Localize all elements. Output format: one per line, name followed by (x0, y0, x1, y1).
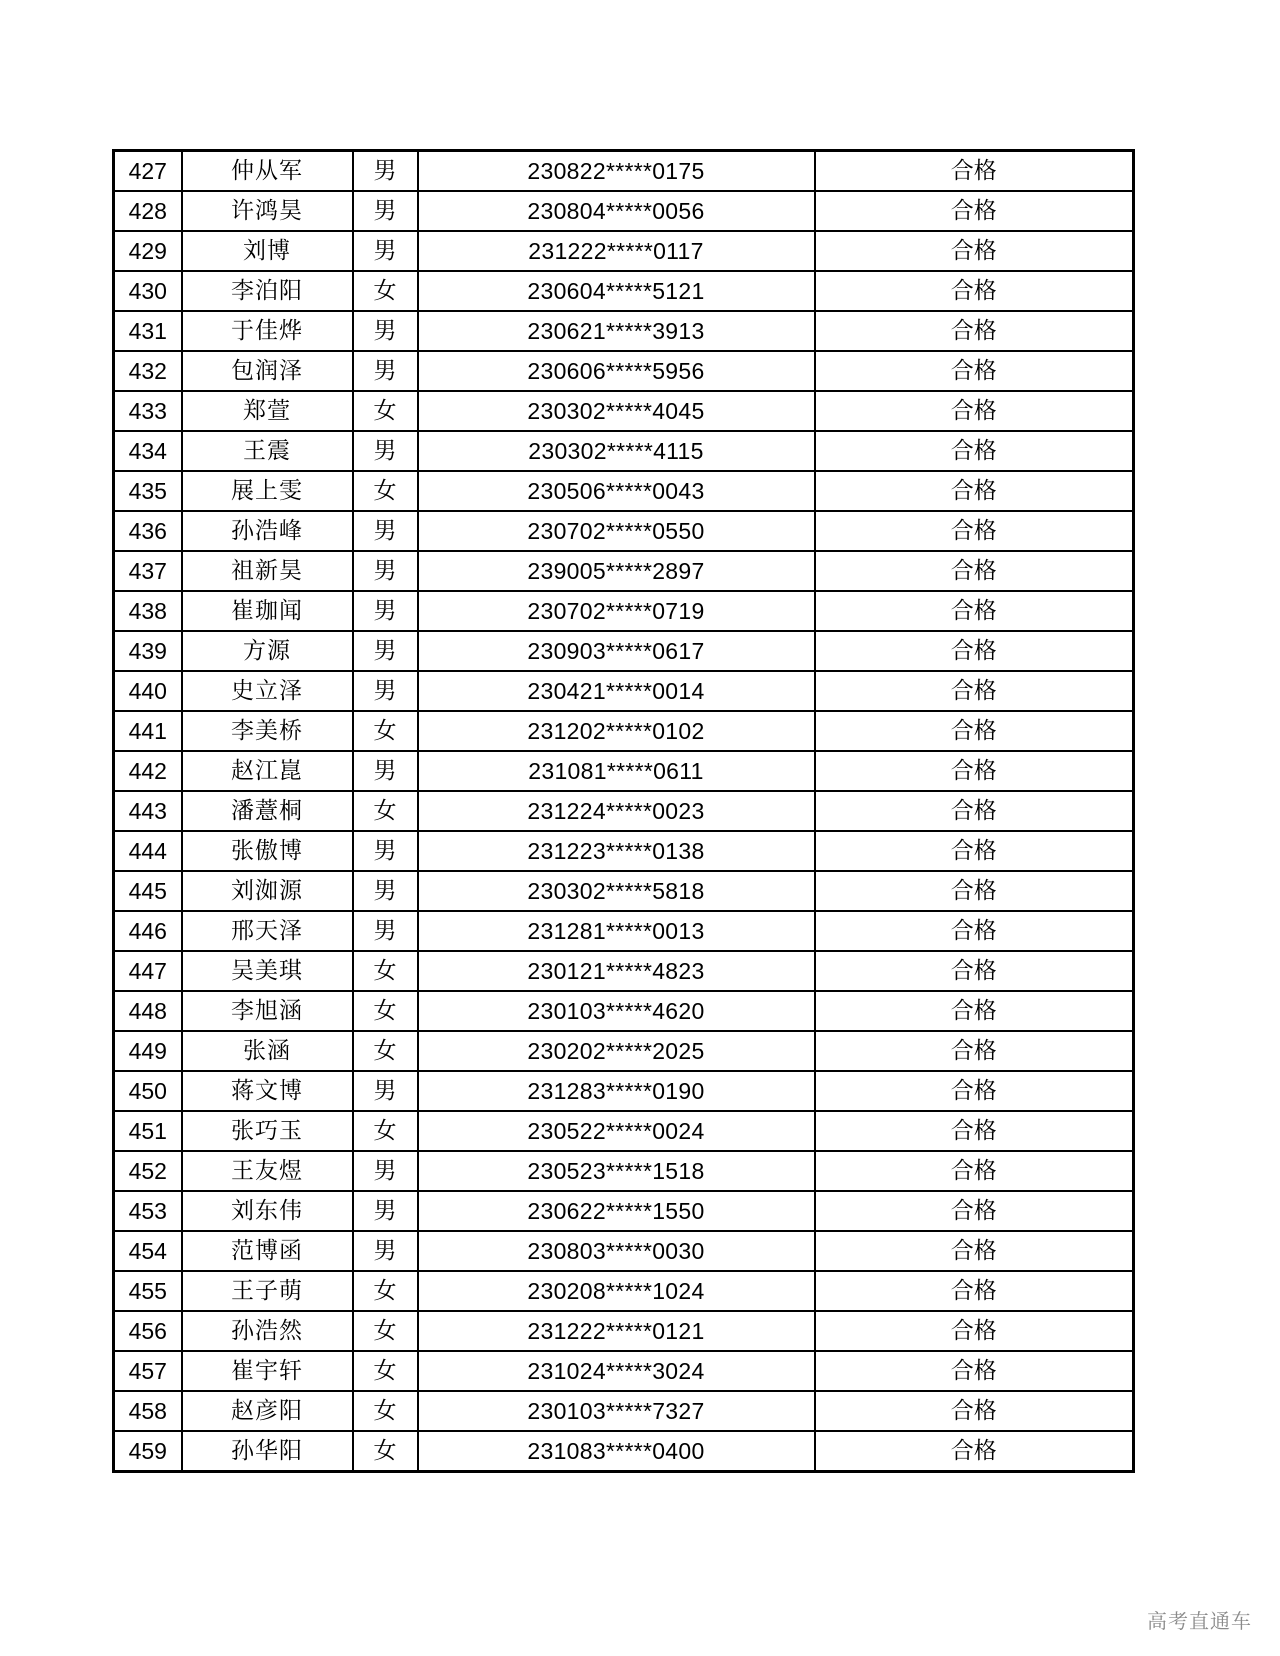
candidate-name: 刘东伟 (182, 1191, 353, 1231)
result-status: 合格 (815, 1191, 1134, 1231)
candidate-gender: 男 (353, 1071, 418, 1111)
result-status: 合格 (815, 1111, 1134, 1151)
result-status: 合格 (815, 1391, 1134, 1431)
table-row (114, 1231, 1134, 1271)
candidate-name: 潘薏桐 (182, 791, 353, 831)
table-row (114, 911, 1134, 951)
table-row (114, 1031, 1134, 1071)
candidate-gender: 女 (353, 1351, 418, 1391)
candidate-name: 刘洳源 (182, 871, 353, 911)
candidate-gender: 男 (353, 511, 418, 551)
result-status: 合格 (815, 191, 1134, 231)
candidate-gender: 男 (353, 631, 418, 671)
masked-id-number: 230606*****5956 (418, 351, 815, 391)
table-row (114, 1311, 1134, 1351)
table-row (114, 591, 1134, 631)
table-row (114, 1271, 1134, 1311)
candidate-gender: 女 (353, 1391, 418, 1431)
result-status: 合格 (815, 1431, 1134, 1472)
masked-id-number: 230506*****0043 (418, 471, 815, 511)
candidate-gender: 女 (353, 1271, 418, 1311)
masked-id-number: 239005*****2897 (418, 551, 815, 591)
candidate-name: 于佳烨 (182, 311, 353, 351)
candidate-gender: 男 (353, 871, 418, 911)
row-number: 448 (114, 991, 182, 1031)
table-row (114, 231, 1134, 271)
candidate-gender: 男 (353, 151, 418, 192)
masked-id-number: 230702*****0550 (418, 511, 815, 551)
candidate-gender: 男 (353, 431, 418, 471)
candidate-gender: 男 (353, 671, 418, 711)
candidate-gender: 男 (353, 751, 418, 791)
table-row (114, 1431, 1134, 1472)
result-status: 合格 (815, 1271, 1134, 1311)
row-number: 444 (114, 831, 182, 871)
result-status: 合格 (815, 711, 1134, 751)
table-row (114, 1111, 1134, 1151)
roster-body (114, 151, 1134, 1472)
result-status: 合格 (815, 151, 1134, 192)
table-row (114, 751, 1134, 791)
row-number: 456 (114, 1311, 182, 1351)
candidate-name: 祖新昊 (182, 551, 353, 591)
result-status: 合格 (815, 1151, 1134, 1191)
candidate-gender: 男 (353, 1191, 418, 1231)
candidate-name: 蒋文博 (182, 1071, 353, 1111)
candidate-name: 王子萌 (182, 1271, 353, 1311)
table-row (114, 431, 1134, 471)
row-number: 452 (114, 1151, 182, 1191)
candidate-name: 孙浩峰 (182, 511, 353, 551)
candidate-gender: 男 (353, 231, 418, 271)
candidate-name: 张傲博 (182, 831, 353, 871)
candidate-name: 张巧玉 (182, 1111, 353, 1151)
result-status: 合格 (815, 991, 1134, 1031)
result-status: 合格 (815, 391, 1134, 431)
candidate-name: 邢天泽 (182, 911, 353, 951)
candidate-gender: 女 (353, 711, 418, 751)
candidate-gender: 男 (353, 551, 418, 591)
row-number: 427 (114, 151, 182, 192)
result-status: 合格 (815, 1031, 1134, 1071)
candidate-gender: 女 (353, 271, 418, 311)
result-status: 合格 (815, 311, 1134, 351)
masked-id-number: 231224*****0023 (418, 791, 815, 831)
candidate-name: 孙华阳 (182, 1431, 353, 1472)
table-row (114, 471, 1134, 511)
masked-id-number: 230302*****5818 (418, 871, 815, 911)
table-row (114, 631, 1134, 671)
candidate-gender: 女 (353, 1111, 418, 1151)
candidate-name: 展上雯 (182, 471, 353, 511)
candidate-gender: 男 (353, 1151, 418, 1191)
row-number: 442 (114, 751, 182, 791)
table-row (114, 1071, 1134, 1111)
candidate-gender: 女 (353, 471, 418, 511)
candidate-name: 许鸿昊 (182, 191, 353, 231)
masked-id-number: 230622*****1550 (418, 1191, 815, 1231)
table-row (114, 151, 1134, 192)
table-row (114, 791, 1134, 831)
candidate-name: 王震 (182, 431, 353, 471)
row-number: 440 (114, 671, 182, 711)
row-number: 435 (114, 471, 182, 511)
candidate-name: 仲从军 (182, 151, 353, 192)
row-number: 429 (114, 231, 182, 271)
masked-id-number: 230803*****0030 (418, 1231, 815, 1271)
table-row (114, 191, 1134, 231)
candidate-gender: 男 (353, 351, 418, 391)
masked-id-number: 230804*****0056 (418, 191, 815, 231)
row-number: 432 (114, 351, 182, 391)
row-number: 437 (114, 551, 182, 591)
candidate-name: 王友煜 (182, 1151, 353, 1191)
masked-id-number: 230302*****4045 (418, 391, 815, 431)
table-row (114, 351, 1134, 391)
candidate-name: 崔珈闻 (182, 591, 353, 631)
row-number: 428 (114, 191, 182, 231)
masked-id-number: 230523*****1518 (418, 1151, 815, 1191)
candidate-name: 吴美琪 (182, 951, 353, 991)
result-status: 合格 (815, 911, 1134, 951)
masked-id-number: 231281*****0013 (418, 911, 815, 951)
result-status: 合格 (815, 751, 1134, 791)
result-status: 合格 (815, 1071, 1134, 1111)
result-status: 合格 (815, 1231, 1134, 1271)
table-row (114, 1151, 1134, 1191)
result-status: 合格 (815, 271, 1134, 311)
row-number: 449 (114, 1031, 182, 1071)
masked-id-number: 231081*****0611 (418, 751, 815, 791)
row-number: 443 (114, 791, 182, 831)
candidate-gender: 女 (353, 1431, 418, 1472)
row-number: 457 (114, 1351, 182, 1391)
watermark-text: 高考直通车 (1147, 1609, 1252, 1633)
row-number: 447 (114, 951, 182, 991)
table-row (114, 271, 1134, 311)
candidate-name: 郑萱 (182, 391, 353, 431)
candidate-gender: 男 (353, 1231, 418, 1271)
row-number: 454 (114, 1231, 182, 1271)
masked-id-number: 231024*****3024 (418, 1351, 815, 1391)
table-row (114, 951, 1134, 991)
candidate-gender: 男 (353, 831, 418, 871)
result-status: 合格 (815, 631, 1134, 671)
masked-id-number: 230522*****0024 (418, 1111, 815, 1151)
row-number: 458 (114, 1391, 182, 1431)
row-number: 441 (114, 711, 182, 751)
masked-id-number: 231202*****0102 (418, 711, 815, 751)
masked-id-number: 230604*****5121 (418, 271, 815, 311)
row-number: 431 (114, 311, 182, 351)
roster-table (112, 149, 1135, 1473)
row-number: 438 (114, 591, 182, 631)
masked-id-number: 230202*****2025 (418, 1031, 815, 1071)
candidate-name: 李泊阳 (182, 271, 353, 311)
masked-id-number: 231283*****0190 (418, 1071, 815, 1111)
row-number: 455 (114, 1271, 182, 1311)
row-number: 446 (114, 911, 182, 951)
row-number: 445 (114, 871, 182, 911)
result-status: 合格 (815, 671, 1134, 711)
table-row (114, 1351, 1134, 1391)
candidate-name: 李美桥 (182, 711, 353, 751)
table-row (114, 991, 1134, 1031)
row-number: 459 (114, 1431, 182, 1472)
candidate-name: 张涵 (182, 1031, 353, 1071)
candidate-gender: 女 (353, 1031, 418, 1071)
candidate-name: 史立泽 (182, 671, 353, 711)
table-row (114, 1391, 1134, 1431)
candidate-name: 范博函 (182, 1231, 353, 1271)
table-row (114, 671, 1134, 711)
masked-id-number: 230621*****3913 (418, 311, 815, 351)
candidate-gender: 男 (353, 591, 418, 631)
table-row (114, 551, 1134, 591)
row-number: 451 (114, 1111, 182, 1151)
row-number: 439 (114, 631, 182, 671)
candidate-name: 刘博 (182, 231, 353, 271)
candidate-gender: 男 (353, 191, 418, 231)
table-row (114, 311, 1134, 351)
result-status: 合格 (815, 431, 1134, 471)
result-status: 合格 (815, 1311, 1134, 1351)
row-number: 434 (114, 431, 182, 471)
masked-id-number: 230903*****0617 (418, 631, 815, 671)
row-number: 433 (114, 391, 182, 431)
candidate-name: 崔宇轩 (182, 1351, 353, 1391)
masked-id-number: 230121*****4823 (418, 951, 815, 991)
masked-id-number: 230103*****4620 (418, 991, 815, 1031)
candidate-name: 孙浩然 (182, 1311, 353, 1351)
result-status: 合格 (815, 871, 1134, 911)
table-row (114, 511, 1134, 551)
table-row (114, 831, 1134, 871)
candidate-gender: 女 (353, 791, 418, 831)
candidate-gender: 男 (353, 311, 418, 351)
result-status: 合格 (815, 951, 1134, 991)
masked-id-number: 231083*****0400 (418, 1431, 815, 1472)
candidate-name: 包润泽 (182, 351, 353, 391)
row-number: 436 (114, 511, 182, 551)
result-status: 合格 (815, 551, 1134, 591)
candidate-gender: 女 (353, 391, 418, 431)
masked-id-number: 231223*****0138 (418, 831, 815, 871)
table-row (114, 711, 1134, 751)
table-row (114, 1191, 1134, 1231)
masked-id-number: 230208*****1024 (418, 1271, 815, 1311)
masked-id-number: 230421*****0014 (418, 671, 815, 711)
candidate-name: 李旭涵 (182, 991, 353, 1031)
row-number: 450 (114, 1071, 182, 1111)
table-row (114, 871, 1134, 911)
result-status: 合格 (815, 471, 1134, 511)
masked-id-number: 230822*****0175 (418, 151, 815, 192)
result-status: 合格 (815, 351, 1134, 391)
masked-id-number: 230103*****7327 (418, 1391, 815, 1431)
table-row (114, 391, 1134, 431)
masked-id-number: 231222*****0121 (418, 1311, 815, 1351)
candidate-gender: 女 (353, 991, 418, 1031)
candidate-gender: 女 (353, 1311, 418, 1351)
result-status: 合格 (815, 591, 1134, 631)
result-status: 合格 (815, 231, 1134, 271)
candidate-gender: 女 (353, 951, 418, 991)
masked-id-number: 230302*****4115 (418, 431, 815, 471)
masked-id-number: 230702*****0719 (418, 591, 815, 631)
candidate-name: 赵彦阳 (182, 1391, 353, 1431)
result-status: 合格 (815, 1351, 1134, 1391)
candidate-name: 方源 (182, 631, 353, 671)
result-status: 合格 (815, 511, 1134, 551)
masked-id-number: 231222*****0117 (418, 231, 815, 271)
result-status: 合格 (815, 791, 1134, 831)
candidate-name: 赵江崑 (182, 751, 353, 791)
result-status: 合格 (815, 831, 1134, 871)
candidate-gender: 男 (353, 911, 418, 951)
row-number: 453 (114, 1191, 182, 1231)
row-number: 430 (114, 271, 182, 311)
